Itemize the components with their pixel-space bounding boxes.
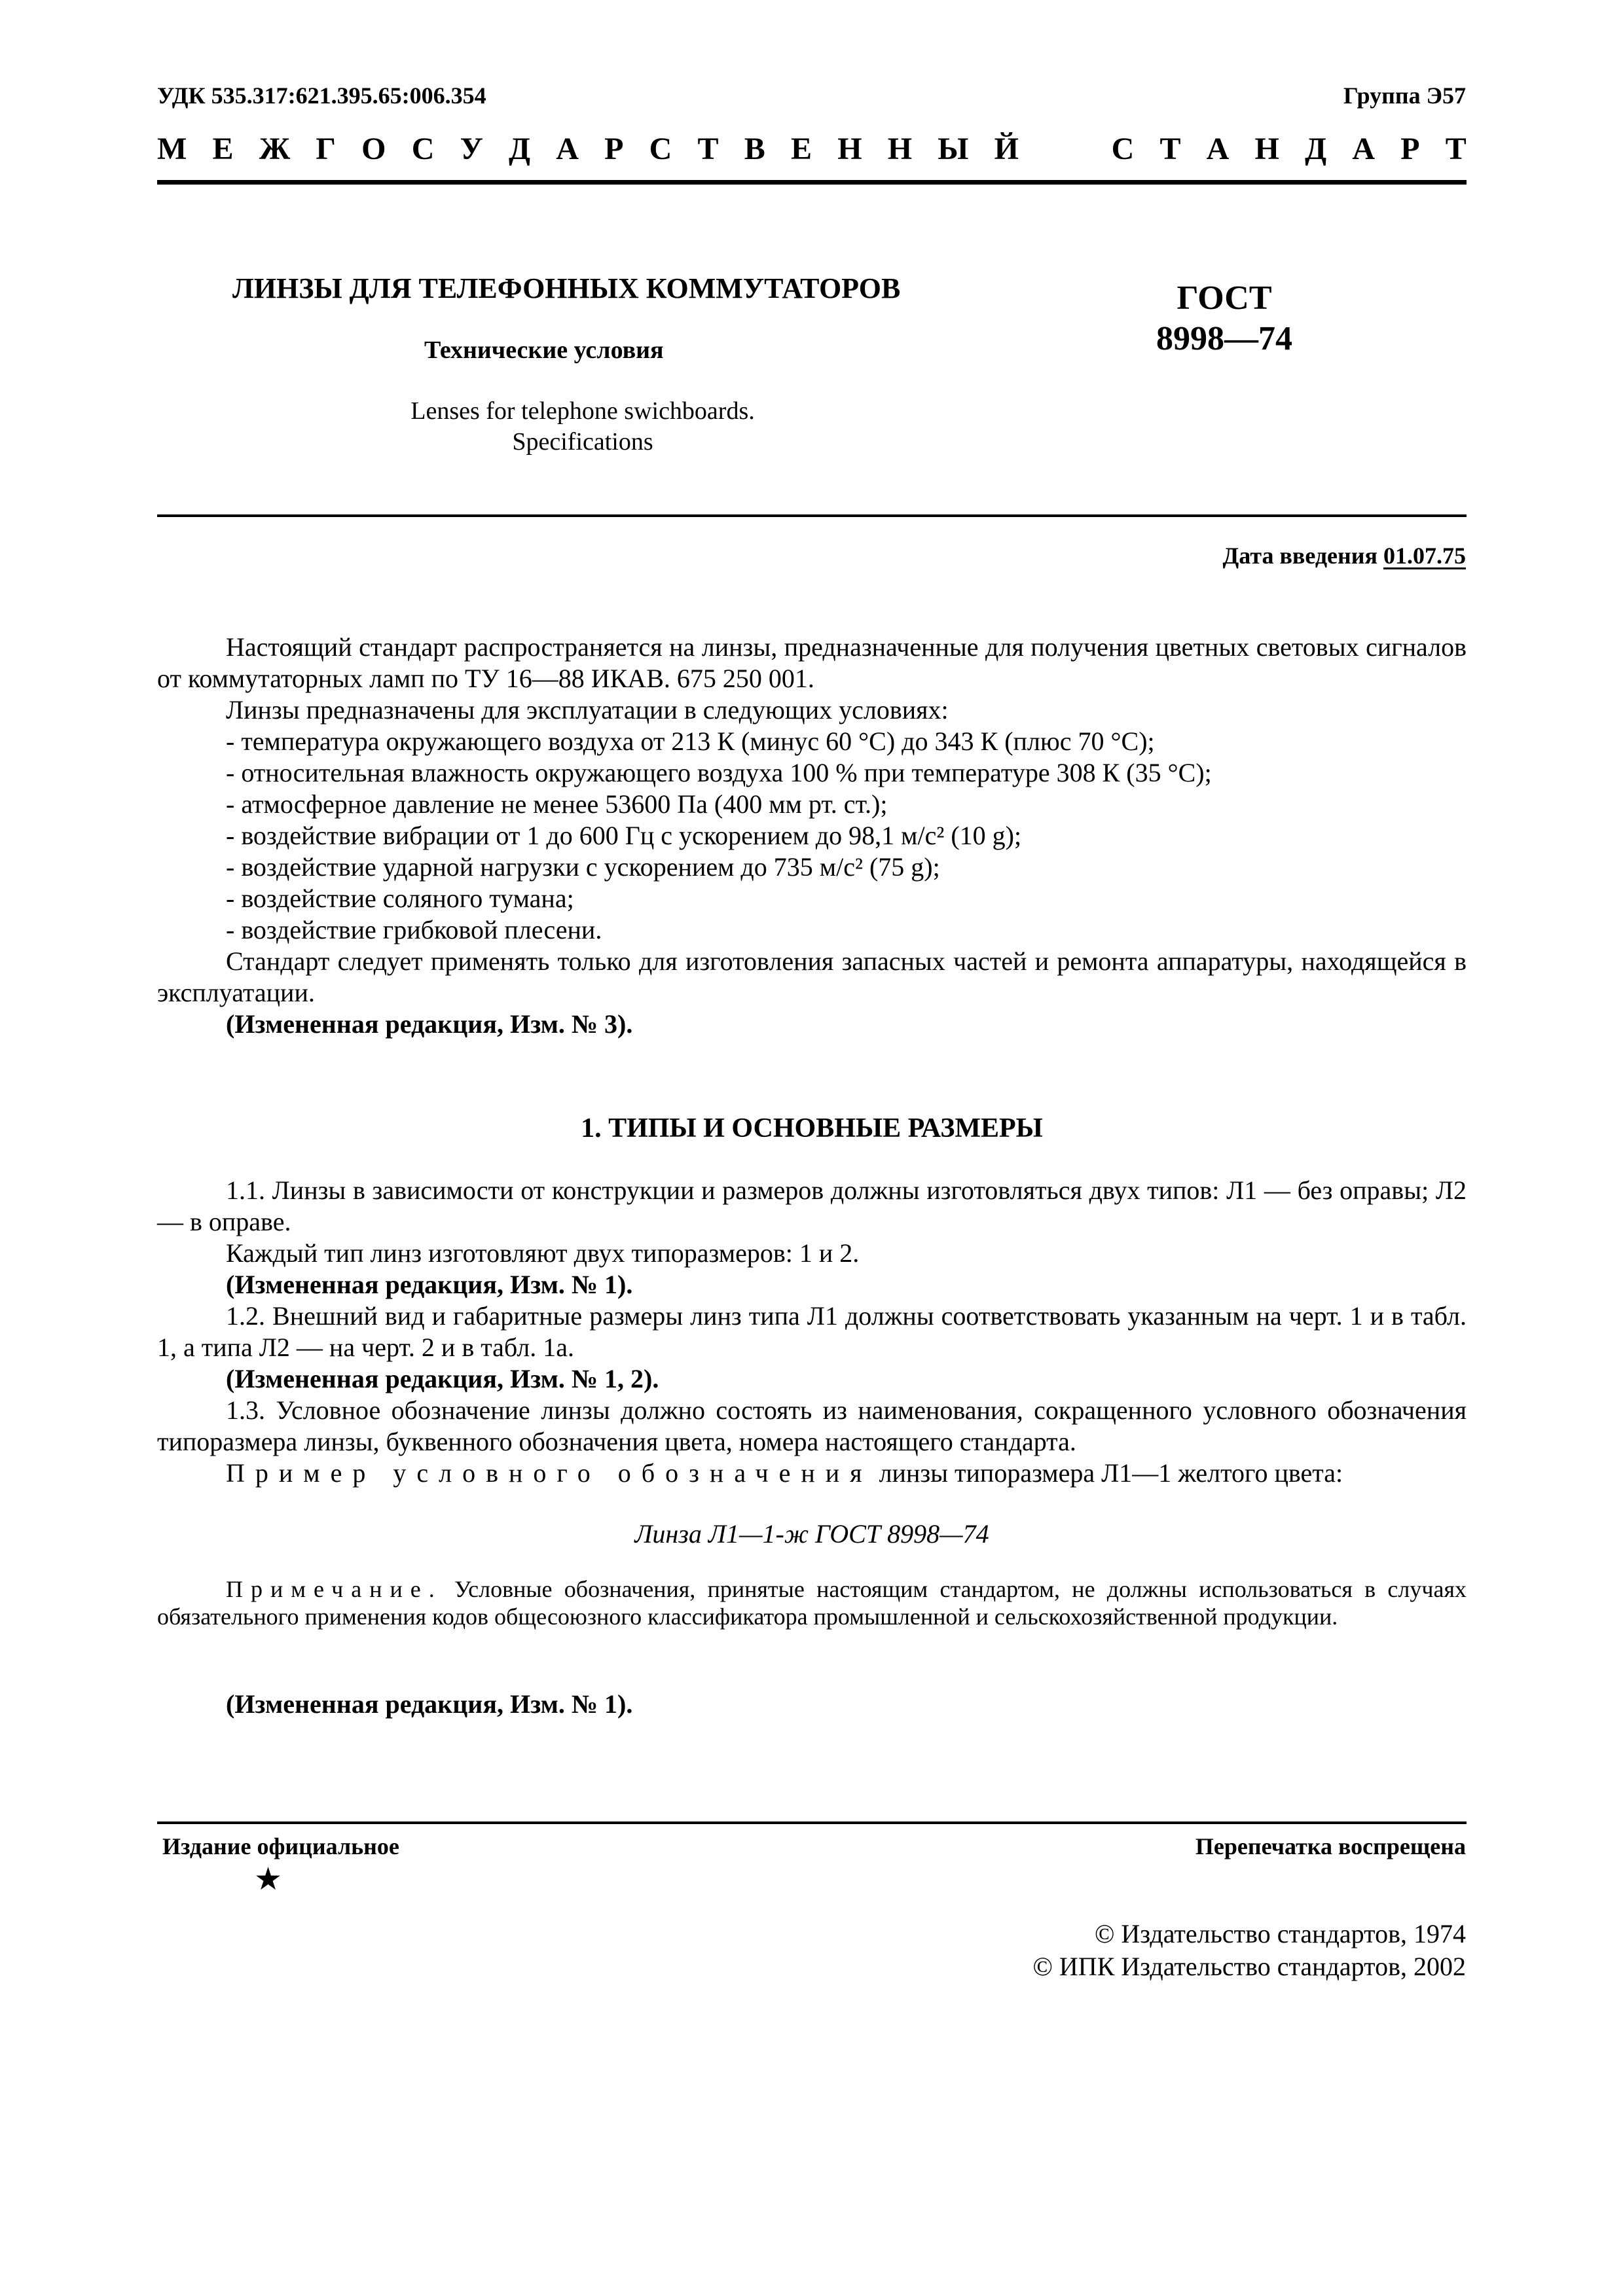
intro-date [1223,542,1467,569]
list-item: - воздействие соляного тумана; [226,884,574,913]
english-title-line2: Specifications [512,428,653,456]
heading-letter: В [744,132,765,166]
heading-letter: Н [887,132,913,166]
reprint-prohibited: Перепечатка воспрещена [1195,1833,1466,1859]
heading-letter: Е [212,132,234,166]
heading-letter [1044,131,1052,167]
standard-type-heading [157,131,1467,167]
intro-date-label: Дата введения [1222,543,1377,569]
list-item: - относительная влажность окружающего воздуха 100 % при температуре 308 К (35 °С); [226,758,1212,787]
heading-letter: М [157,132,187,166]
conditions-list [157,726,1467,946]
clause-1-1-sizes: Каждый тип линз изготовляют двух типоразмеров: 1 и 2. [226,1238,860,1268]
gost-number: 8998—74 [1156,320,1292,357]
gost-label: ГОСТ [1176,279,1272,317]
heading-letter: Ы [938,132,969,166]
intro-date-value: 01.07.75 [1383,543,1466,569]
copyright-1974: © Издательство стандартов, 1974 [1094,1919,1466,1948]
intro-paragraph: Настоящий стандарт распространяется на линзы, предназначенные для получения цветных световых сигналов от коммутаторных ламп по ТУ 16—88 ИКАВ. 675 250 001. [157,632,1467,693]
note [157,1575,1467,1630]
heading-letter: Р [604,132,624,166]
example-text: линзы типоразмера Л1—1 желтого цвета: [872,1458,1343,1488]
designation-example: Линза Л1—1-ж ГОСТ 8998—74 [634,1519,989,1549]
list-item: - воздействие ударной нагрузки с ускорением до 735 м/с² (75 g); [226,852,940,882]
heading-letter: Т [697,132,719,166]
list-item: - воздействие грибковой плесени. [226,915,602,944]
note-text: Условные обозначения, принятые настоящим стандартом, не должны использоваться в случаях обязательного применения кодов общесоюзного классификатора промышленной и сельскохозяйственной продукции. [157,1576,1467,1630]
amendment-note: (Измененная редакция, Изм. № 1). [226,1270,633,1299]
example-line [157,1458,1467,1489]
heading-letter [1078,131,1085,167]
list-item: - воздействие вибрации от 1 до 600 Гц с ускорением до 98,1 м/с² (10 g); [226,821,1022,850]
list-item: - температура окружающего воздуха от 213 К (минус 60 °С) до 343 К (плюс 70 °С); [226,726,1155,756]
heading-letter: А [1352,132,1375,166]
section-heading: 1. ТИПЫ И ОСНОВНЫЕ РАЗМЕРЫ [581,1113,1043,1143]
title-rule [157,514,1467,517]
clause-1-2: 1.2. Внешний вид и габаритные размеры линз типа Л1 должны соответствовать указанным на черт. 1 и в табл. 1, а типа Л2 — на черт. 2 и в табл. 1а. [157,1301,1467,1362]
heading-letter: Т [1445,132,1467,166]
amendment-note: (Измененная редакция, Изм. № 3). [226,1009,633,1039]
heading-letter: Ж [259,132,291,166]
english-title-line1: Lenses for telephone swichboards. [410,397,755,425]
heading-letter: С [1111,132,1135,166]
gost-designation [1139,278,1309,359]
heading-letter: Н [837,132,862,166]
heading-letter: С [411,132,435,166]
clause-1-1: 1.1. Линзы в зависимости от конструкции и размеров должны изготовляться двух типов: Л1 — без оправы; Л2 — в оправе. [157,1175,1467,1236]
document-subtitle: Технические условия [424,336,664,364]
official-edition: Издание официальное [162,1833,399,1859]
note-label: Примечание. [226,1576,443,1602]
document-title: ЛИНЗЫ ДЛЯ ТЕЛЕФОННЫХ КОММУТАТОРОВ [232,272,901,304]
heading-letter: С [649,132,672,166]
heading-letter: Е [790,132,812,166]
udk-code: УДК 535.317:621.395.65:006.354 [157,82,486,109]
clause-1-3: 1.3. Условное обозначение линзы должно состоять из наименования, сокращенного условного обозначения типоразмера линзы, буквенного обозначения цвета, номера настоящего стандарта. [157,1395,1467,1456]
heading-letter: Д [509,132,531,166]
amendment-note: (Измененная редакция, Изм. № 1, 2). [226,1364,659,1393]
footer-rule [157,1821,1467,1824]
conditions-intro: Линзы предназначены для эксплуатации в следующих условиях: [226,695,949,725]
intro-section [157,632,1467,1040]
application-paragraph: Стандарт следует применять только для изготовления запасных частей и ремонта аппаратуры, находящейся в эксплуатации. [157,946,1467,1007]
group-code: Группа Э57 [1343,82,1466,109]
heading-letter: Т [1159,132,1181,166]
heading-letter: О [361,132,386,166]
copyright-block [1033,1918,1466,1983]
copyright-2002: © ИПК Издательство стандартов, 2002 [1032,1952,1466,1981]
english-title [393,396,773,457]
section-1-body [157,1175,1467,1489]
star-icon: ★ [254,1862,283,1897]
heading-letter: Г [316,132,336,166]
heading-letter: Д [1305,132,1327,166]
example-label: Пример условного обозначения [226,1458,873,1488]
heading-letter: У [460,132,483,166]
heading-letter: Р [1400,132,1420,166]
header-rule [157,180,1467,185]
heading-letter: Н [1254,132,1279,166]
heading-letter: А [556,132,579,166]
heading-letter: Й [994,132,1019,166]
amendment-note: (Измененная редакция, Изм. № 1). [226,1689,633,1719]
list-item: - атмосферное давление не менее 53600 Па (400 мм рт. ст.); [226,789,888,819]
heading-letter: А [1206,132,1230,166]
